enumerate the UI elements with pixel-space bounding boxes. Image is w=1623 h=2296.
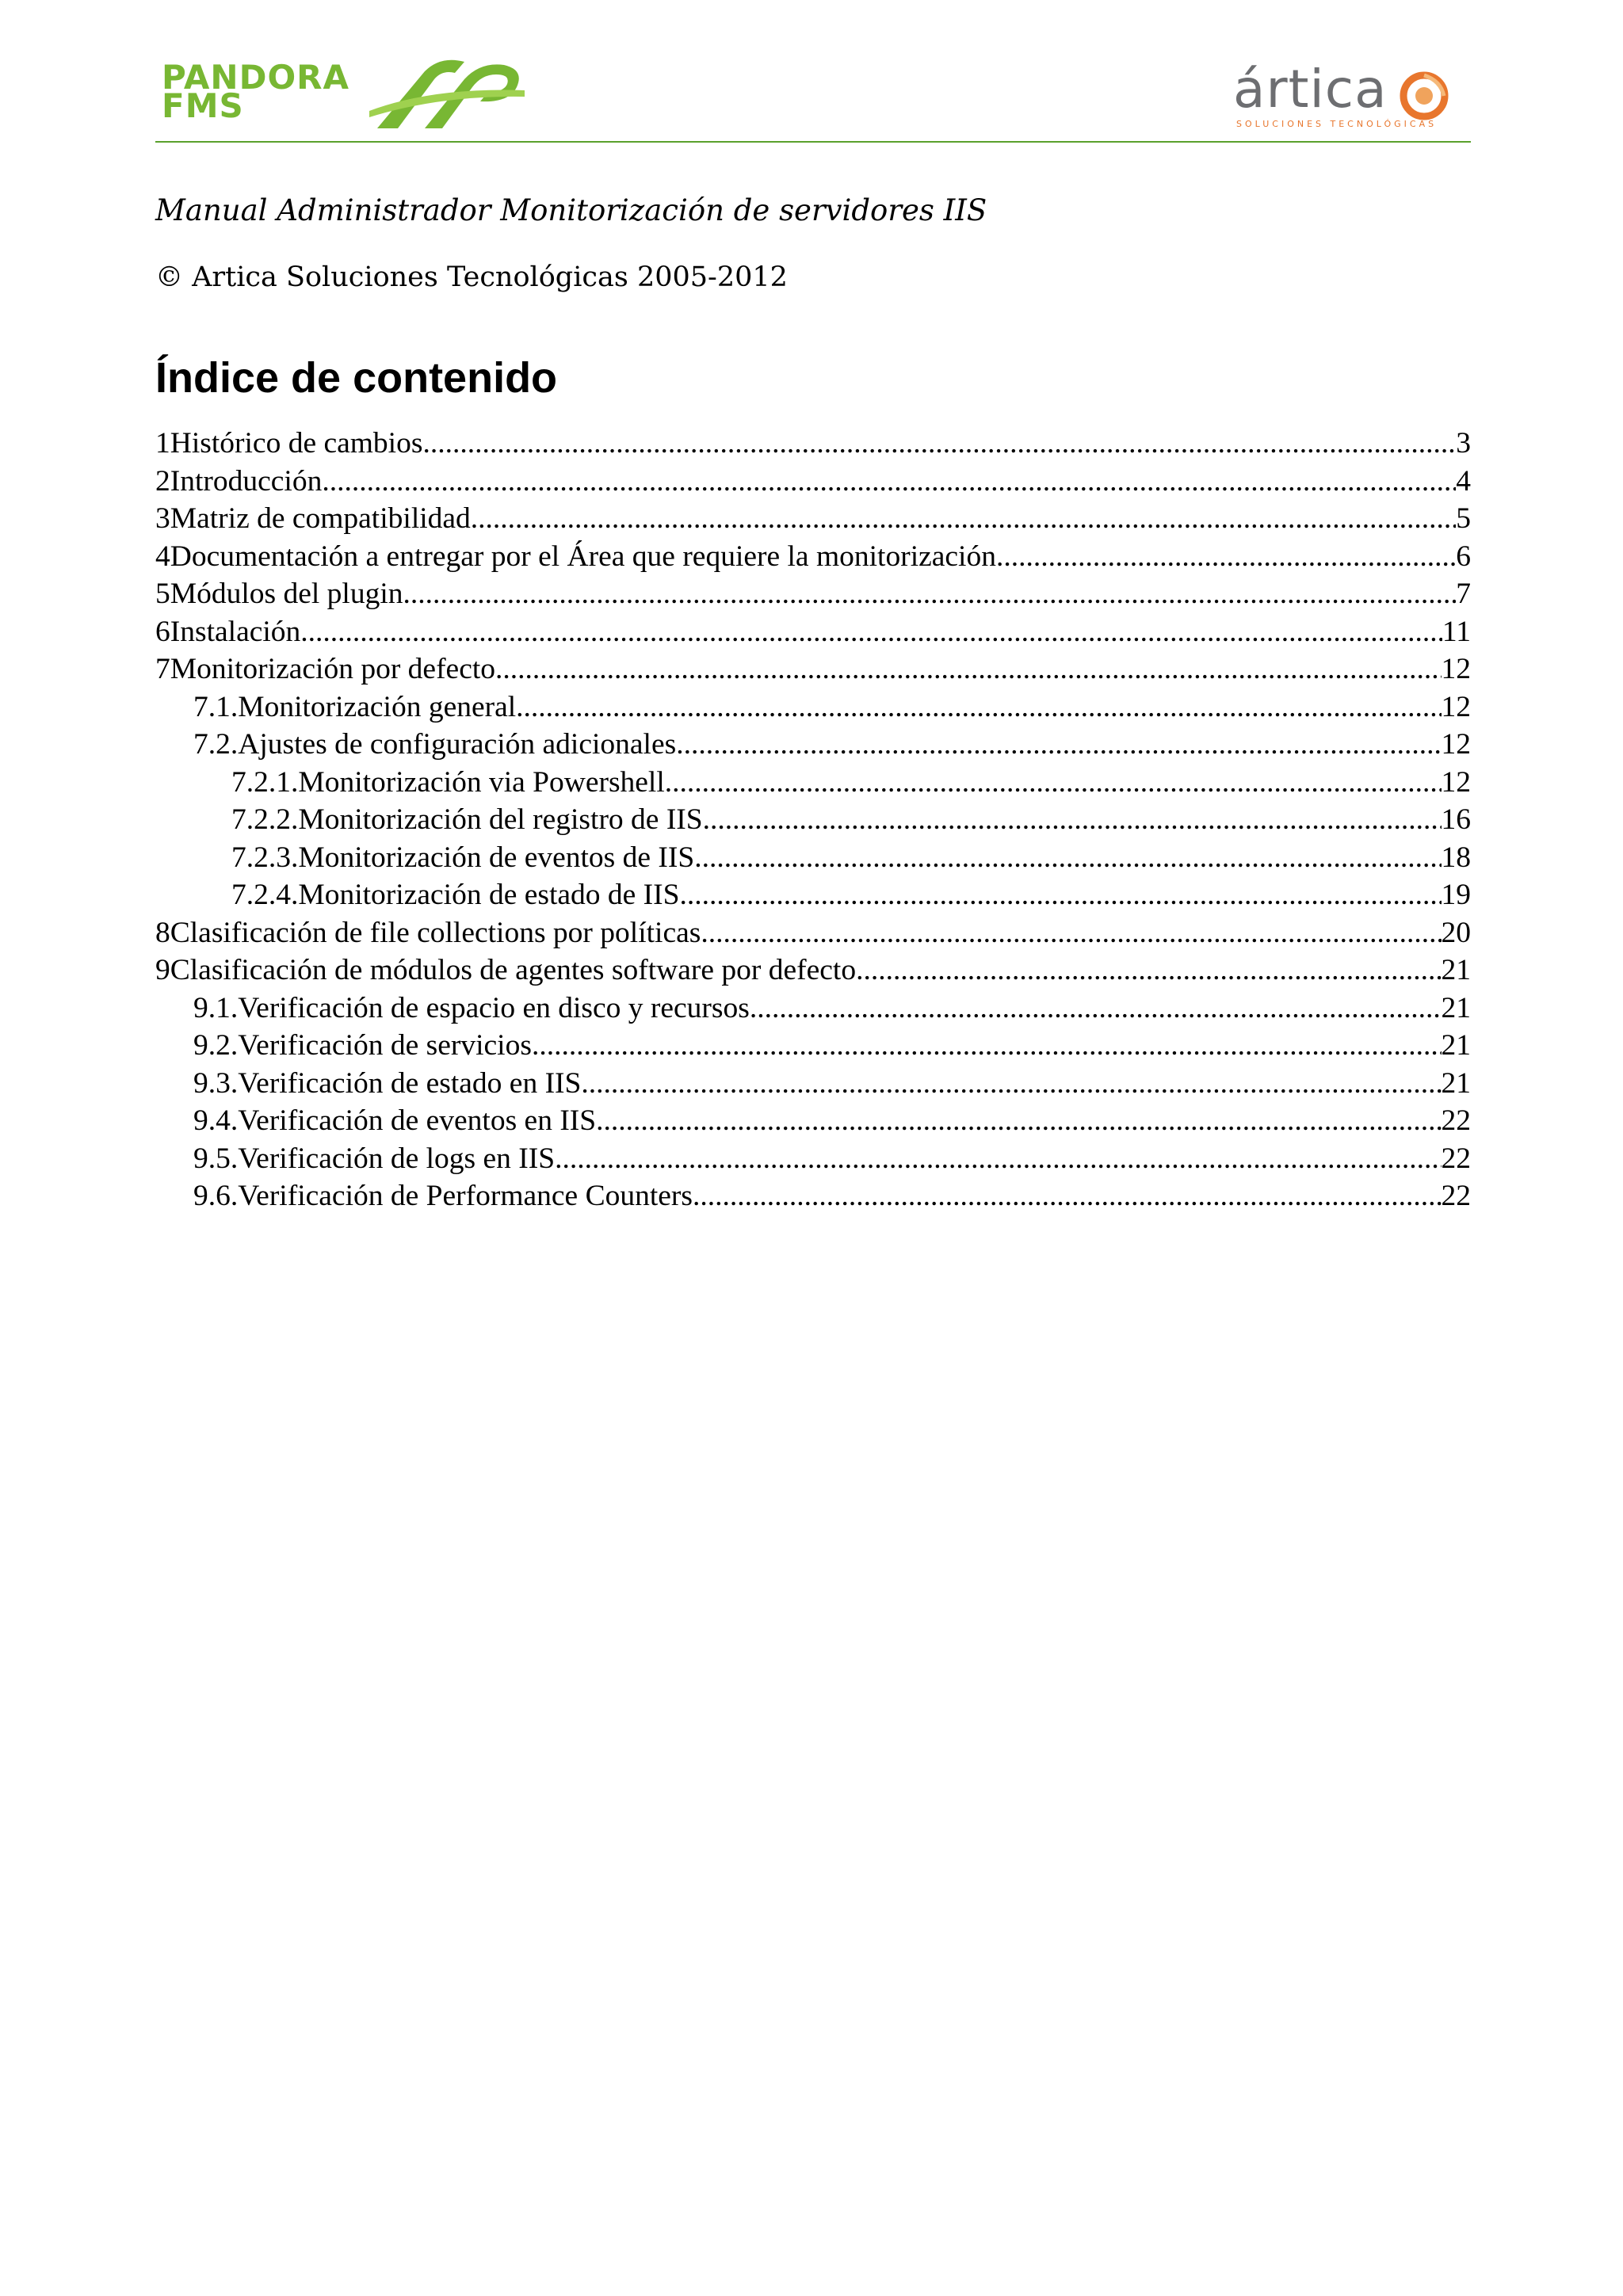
toc-entry[interactable] <box>155 1140 1471 1178</box>
toc-entry-page: 11 <box>1442 615 1471 648</box>
toc-dot-leader <box>703 801 1442 839</box>
toc-entry[interactable] <box>155 425 1471 463</box>
toc-entry-page: 7 <box>1456 578 1471 610</box>
toc-entry-page: 21 <box>1441 1029 1471 1062</box>
toc-entry-page: 22 <box>1441 1142 1471 1175</box>
toc-dot-leader <box>1003 538 1456 576</box>
toc-entry-title: Clasificación de file collections por políticas <box>170 916 701 949</box>
toc-entry-number: 7 <box>155 653 170 685</box>
artica-swirl-icon <box>1400 71 1449 120</box>
toc-entry-page: 19 <box>1441 879 1471 911</box>
toc-entry[interactable] <box>155 952 1471 990</box>
toc-entry-number: 7.2.1. <box>231 765 299 799</box>
toc-entry-title: Monitorización del registro de IIS <box>298 803 703 836</box>
artica-logo <box>1233 60 1471 136</box>
toc-entry-title: Instalación <box>170 615 301 648</box>
toc-dot-leader <box>856 952 1441 990</box>
pandora-logo-line1: PANDORA <box>162 58 349 97</box>
toc-entry-page: 18 <box>1441 841 1471 874</box>
toc-entry-number: 5 <box>155 578 170 610</box>
toc-dot-leader <box>422 425 1456 463</box>
toc-entry[interactable] <box>155 500 1471 538</box>
toc-entry-number: 8 <box>155 916 170 949</box>
toc-entry[interactable] <box>155 575 1471 613</box>
toc-dot-leader <box>471 500 1456 538</box>
toc-entry[interactable] <box>155 801 1471 839</box>
toc-entry-number: 9.1. <box>193 991 239 1024</box>
toc-entry-page: 21 <box>1441 1066 1471 1100</box>
toc-entry-number: 3 <box>155 502 170 535</box>
toc-entry[interactable] <box>155 613 1471 651</box>
copyright-notice: © Artica Soluciones Tecnológicas 2005-2012 <box>155 261 788 293</box>
page-header <box>155 55 1471 141</box>
toc-entry-title: Verificación de estado en IIS <box>238 1066 582 1100</box>
toc-dot-leader <box>555 1140 1441 1178</box>
toc-dot-leader <box>665 764 1442 802</box>
toc-entry-page: 22 <box>1441 1104 1471 1137</box>
toc-entry-number: 9.3. <box>193 1066 239 1100</box>
toc-dot-leader <box>322 463 1456 501</box>
pandora-fms-logo <box>155 55 536 135</box>
toc-entry[interactable] <box>155 1027 1471 1065</box>
toc-entry-title: Módulos del plugin <box>170 578 403 610</box>
toc-entry-title: Verificación de espacio en disco y recursos <box>238 991 750 1024</box>
toc-entry-page: 21 <box>1441 954 1471 986</box>
toc-entry[interactable] <box>155 876 1471 914</box>
toc-entry[interactable] <box>155 688 1471 727</box>
toc-entry-number: 2 <box>155 464 170 498</box>
pandora-logo-line2: FMS <box>162 86 244 125</box>
toc-entry-number: 6 <box>155 615 170 648</box>
toc-entry-title: Monitorización general <box>238 690 517 723</box>
toc-dot-leader <box>750 990 1442 1028</box>
toc-entry-page: 4 <box>1456 464 1471 498</box>
toc-entry-title: Documentación a entregar por el Área que requiere la monitorización. <box>170 540 1004 573</box>
toc-entry-number: 4 <box>155 540 170 573</box>
table-of-contents <box>155 425 1471 1215</box>
toc-entry-page: 12 <box>1441 653 1471 685</box>
toc-entry-number: 9.4. <box>193 1104 239 1137</box>
toc-entry-number: 7.2. <box>193 728 239 761</box>
toc-dot-leader <box>495 650 1441 688</box>
artica-logo-word: ártica <box>1233 59 1388 120</box>
toc-dot-leader <box>676 726 1441 764</box>
toc-entry[interactable] <box>155 463 1471 501</box>
toc-entry-page: 6 <box>1456 540 1471 573</box>
toc-entry-number: 1 <box>155 427 170 460</box>
toc-dot-leader <box>516 688 1441 727</box>
toc-entry-title: Introducción <box>170 464 323 498</box>
toc-entry-title: Verificación de Performance Counters <box>238 1180 693 1212</box>
toc-entry-title: Verificación de logs en IIS <box>238 1142 556 1175</box>
toc-entry-title: Monitorización via Powershell <box>298 765 665 799</box>
toc-entry-title: Monitorización de estado de IIS <box>298 879 680 911</box>
header-divider <box>155 141 1471 143</box>
toc-entry-title: Histórico de cambios <box>170 427 423 460</box>
toc-entry[interactable] <box>155 764 1471 802</box>
toc-entry-title: Ajustes de configuración adicionales <box>238 728 677 761</box>
pandora-logo-text <box>162 58 349 125</box>
toc-entry-page: 12 <box>1441 690 1471 723</box>
toc-entry[interactable] <box>155 650 1471 688</box>
toc-dot-leader <box>300 613 1442 651</box>
toc-dot-leader <box>596 1102 1441 1140</box>
toc-entry-number: 9.5. <box>193 1142 239 1175</box>
toc-entry-number: 7.2.2. <box>231 803 299 836</box>
pandora-swoosh-icon <box>369 55 528 132</box>
toc-entry[interactable] <box>155 538 1471 576</box>
toc-entry[interactable] <box>155 990 1471 1028</box>
toc-entry[interactable] <box>155 1065 1471 1103</box>
toc-dot-leader <box>403 575 1457 613</box>
toc-entry-number: 9.2. <box>193 1029 239 1062</box>
toc-entry-title: Clasificación de módulos de agentes software por defecto <box>170 954 857 986</box>
toc-entry-number: 9 <box>155 954 170 986</box>
toc-entry-title: Monitorización por defecto <box>170 653 496 685</box>
toc-heading: Índice de contenido <box>155 354 558 402</box>
toc-dot-leader <box>693 1177 1442 1215</box>
toc-entry[interactable] <box>155 726 1471 764</box>
toc-entry-page: 22 <box>1441 1180 1471 1212</box>
document-title: Manual Administrador Monitorización de servidores IIS <box>155 193 987 227</box>
toc-entry-page: 16 <box>1441 803 1471 836</box>
toc-entry[interactable] <box>155 839 1471 877</box>
toc-entry-page: 12 <box>1441 728 1471 761</box>
toc-entry-page: 20 <box>1441 916 1471 949</box>
toc-entry-page: 21 <box>1441 991 1471 1024</box>
toc-dot-leader <box>701 914 1441 952</box>
toc-dot-leader <box>581 1065 1441 1103</box>
toc-dot-leader <box>680 876 1442 914</box>
toc-entry-page: 12 <box>1441 765 1471 799</box>
toc-entry-title: Verificación de eventos en IIS <box>238 1104 597 1137</box>
toc-entry-number: 7.2.3. <box>231 841 299 874</box>
artica-logo-tagline: SOLUCIONES TECNOLÓGICAS <box>1236 119 1438 129</box>
toc-entry-title: Verificación de servicios <box>238 1029 532 1062</box>
toc-entry-number: 9.6. <box>193 1180 239 1212</box>
toc-entry-number: 7.2.4. <box>231 879 299 911</box>
toc-entry-number: 7.1. <box>193 690 239 723</box>
toc-entry-page: 3 <box>1456 427 1471 460</box>
toc-entry[interactable] <box>155 1102 1471 1140</box>
toc-entry-title: Monitorización de eventos de IIS <box>298 841 695 874</box>
toc-dot-leader <box>532 1027 1442 1065</box>
toc-entry[interactable] <box>155 1177 1471 1215</box>
toc-entry-page: 5 <box>1456 502 1471 535</box>
toc-entry-title: Matriz de compatibilidad <box>170 502 471 535</box>
toc-dot-leader <box>694 839 1441 877</box>
toc-entry[interactable] <box>155 914 1471 952</box>
